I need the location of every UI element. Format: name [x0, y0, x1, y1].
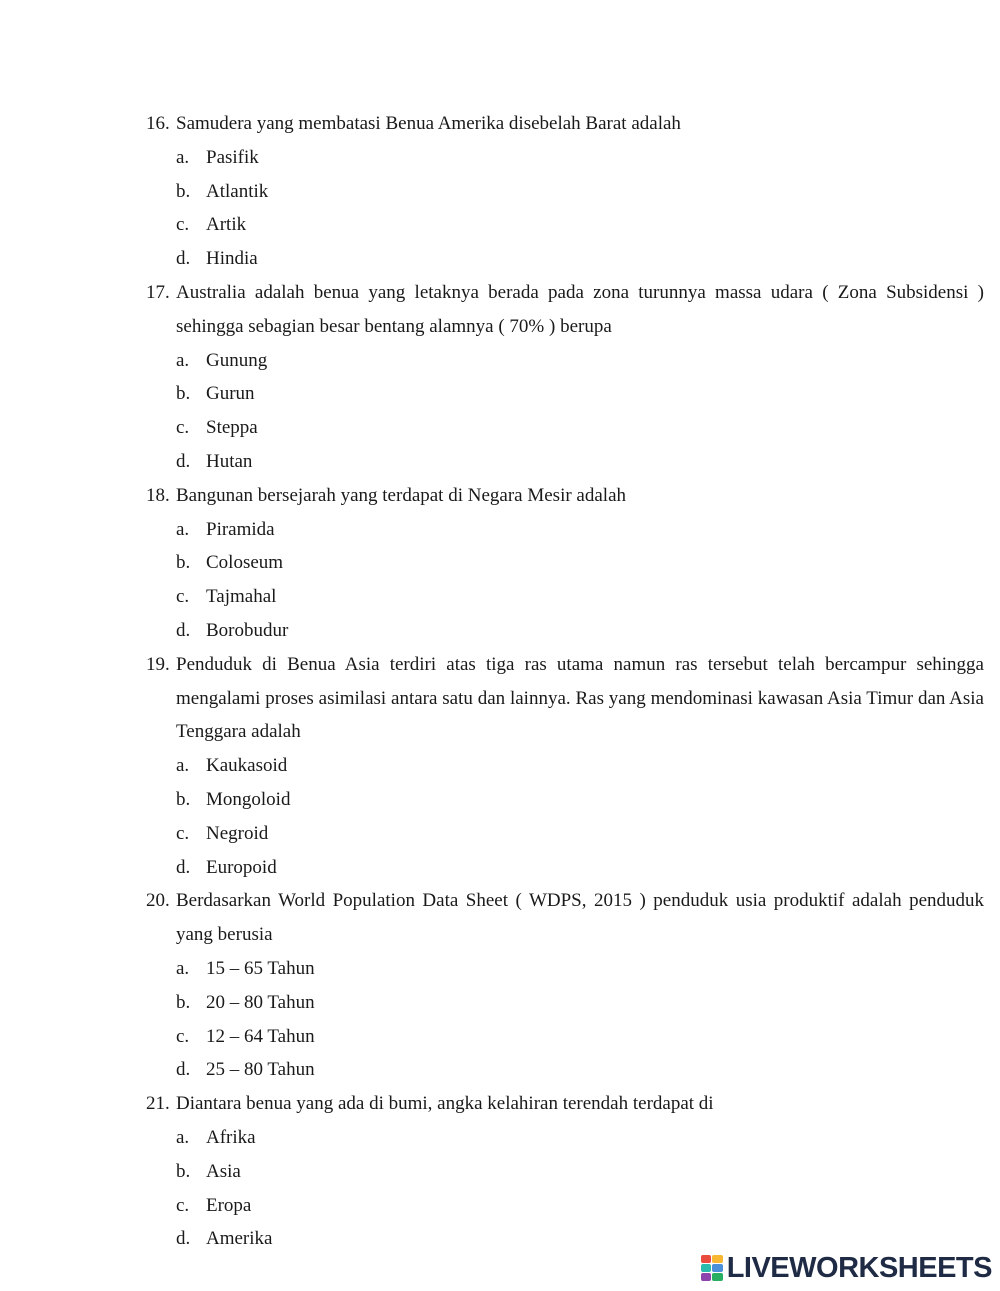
answer-options [146, 749, 984, 884]
option-text: Amerika [206, 1228, 273, 1250]
option-letter: a. [176, 146, 190, 168]
question-item [146, 648, 984, 885]
question-text: Samudera yang membatasi Benua Amerika disebelah Barat adalah [176, 113, 681, 134]
option-letter: a. [176, 1126, 190, 1148]
option-text: 12 – 64 Tahun [206, 1025, 315, 1047]
logo-tile [701, 1273, 712, 1281]
option-text: Negroid [206, 822, 269, 844]
question-item [146, 276, 984, 479]
option-text: Mongoloid [206, 788, 291, 810]
answer-option[interactable] [176, 1189, 984, 1223]
liveworksheets-logo-icon [701, 1255, 723, 1281]
answer-options [146, 952, 984, 1087]
option-text: Eropa [206, 1194, 252, 1216]
option-letter: a. [176, 518, 190, 540]
question-text: Australia adalah benua yang letaknya berada pada zona turunnya massa udara ( Zona Subsidensi ) sehingga sebagian besar bentang alamnya ( 70% ) berupa [176, 281, 984, 337]
question-text: Diantara benua yang ada di bumi, angka kelahiran terendah terdapat di [176, 1093, 714, 1115]
question-stem [146, 479, 984, 513]
question-number: 20. [146, 890, 170, 912]
answer-option[interactable] [176, 749, 984, 783]
answer-option[interactable] [176, 783, 984, 817]
option-text: Pasifik [206, 146, 259, 168]
logo-tile [712, 1255, 723, 1263]
question-stem [146, 276, 984, 344]
option-text: Gunung [206, 349, 268, 371]
answer-option[interactable] [176, 614, 984, 648]
question-item [146, 1087, 984, 1256]
question-stem [146, 648, 984, 749]
question-stem [146, 884, 984, 952]
option-letter: d. [176, 248, 191, 270]
answer-option[interactable] [176, 242, 984, 276]
answer-option[interactable] [176, 546, 984, 580]
question-number: 18. [146, 484, 170, 506]
brand-name: LIVEWORKSHEETS [726, 1252, 992, 1284]
option-text: Hutan [206, 450, 253, 472]
question-list [146, 107, 984, 1256]
question-stem [146, 107, 984, 141]
option-text: Piramida [206, 518, 275, 540]
question-number: 21. [146, 1093, 170, 1115]
answer-option[interactable] [176, 1121, 984, 1155]
option-text: Europoid [206, 856, 277, 878]
option-letter: c. [176, 822, 190, 844]
option-letter: c. [176, 214, 190, 236]
answer-options [146, 1121, 984, 1256]
answer-option[interactable] [176, 986, 984, 1020]
option-letter: b. [176, 788, 191, 810]
answer-option[interactable] [176, 513, 984, 547]
question-item [146, 479, 984, 648]
option-letter: a. [176, 957, 190, 979]
option-letter: d. [176, 1228, 191, 1250]
option-text: Atlantik [206, 180, 269, 202]
option-letter: a. [176, 755, 190, 777]
answer-option[interactable] [176, 411, 984, 445]
option-text: Steppa [206, 417, 258, 439]
option-text: 25 – 80 Tahun [206, 1059, 315, 1081]
answer-option[interactable] [176, 445, 984, 479]
answer-option[interactable] [176, 1053, 984, 1087]
option-letter: d. [176, 856, 191, 878]
answer-option[interactable] [176, 1155, 984, 1189]
question-stem [146, 1087, 984, 1121]
answer-options [146, 141, 984, 276]
option-letter: c. [176, 417, 190, 439]
option-letter: c. [176, 1194, 190, 1216]
answer-option[interactable] [176, 175, 984, 209]
option-text: 15 – 65 Tahun [206, 957, 315, 979]
answer-options [146, 513, 984, 648]
logo-tile [712, 1273, 723, 1281]
option-letter: a. [176, 349, 190, 371]
option-letter: b. [176, 383, 191, 405]
answer-option[interactable] [176, 851, 984, 885]
option-letter: c. [176, 586, 190, 608]
answer-options [146, 344, 984, 479]
logo-tile [712, 1264, 723, 1272]
option-text: Tajmahal [206, 586, 277, 608]
option-letter: b. [176, 1160, 191, 1182]
question-text: Penduduk di Benua Asia terdiri atas tiga ras utama namun ras tersebut telah bercampur sehingga mengalami proses asimilasi antara satu dan lainnya. Ras yang mendominasi kawasan Asia Timur dan Asia Tenggara adalah [176, 653, 984, 743]
option-letter: d. [176, 619, 191, 641]
answer-option[interactable] [176, 208, 984, 242]
question-text: Bangunan bersejarah yang terdapat di Negara Mesir adalah [176, 484, 626, 506]
answer-option[interactable] [176, 817, 984, 851]
liveworksheets-branding [701, 1253, 992, 1283]
option-text: Coloseum [206, 552, 284, 574]
answer-option[interactable] [176, 952, 984, 986]
option-letter: c. [176, 1025, 190, 1047]
option-letter: d. [176, 450, 191, 472]
option-text: Gurun [206, 383, 255, 405]
answer-option[interactable] [176, 1020, 984, 1054]
option-letter: b. [176, 991, 191, 1013]
question-item [146, 107, 984, 276]
logo-tile [701, 1255, 712, 1263]
question-number: 17. [146, 281, 170, 303]
logo-tile [701, 1264, 712, 1272]
question-number: 19. [146, 653, 170, 675]
option-text: Asia [206, 1160, 241, 1182]
question-item [146, 884, 984, 1087]
option-text: Afrika [206, 1126, 256, 1148]
option-letter: d. [176, 1059, 191, 1081]
option-letter: b. [176, 180, 191, 202]
option-text: Hindia [206, 248, 258, 270]
answer-option[interactable] [176, 141, 984, 175]
answer-option[interactable] [176, 377, 984, 411]
option-text: 20 – 80 Tahun [206, 991, 315, 1013]
option-text: Artik [206, 214, 247, 236]
option-letter: b. [176, 552, 191, 574]
option-text: Kaukasoid [206, 755, 288, 777]
option-text: Borobudur [206, 619, 289, 641]
question-number: 16. [146, 113, 170, 134]
question-text: Berdasarkan World Population Data Sheet ( WDPS, 2015 ) penduduk usia produktif adalah penduduk yang berusia [176, 890, 984, 946]
answer-option[interactable] [176, 344, 984, 378]
answer-option[interactable] [176, 580, 984, 614]
